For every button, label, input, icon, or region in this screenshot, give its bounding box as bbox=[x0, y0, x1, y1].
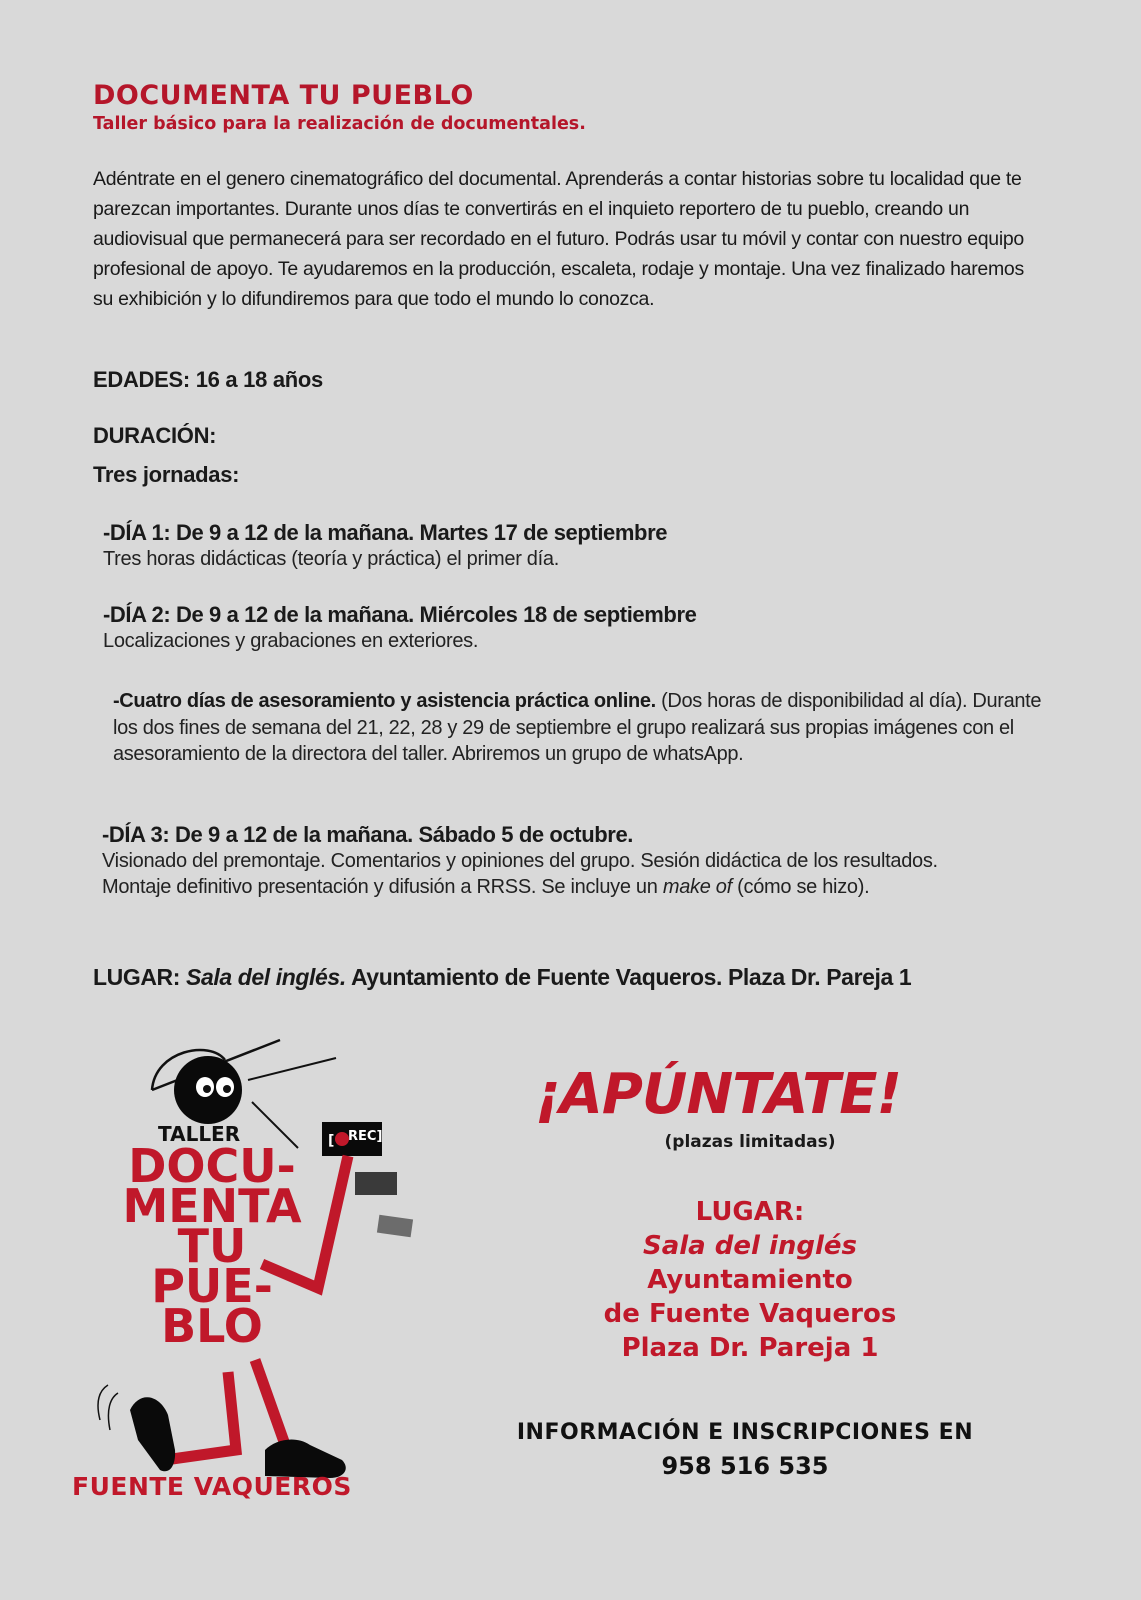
info-label: INFORMACIÓN E INSCRIPCIONES EN bbox=[516, 1420, 974, 1445]
day-1-description: Tres horas didácticas (teoría y práctica) el primer día. bbox=[103, 548, 559, 570]
day-3-description: Visionado del premontaje. Comentarios y opiniones del grupo. Sesión didáctica de los resultados. bbox=[102, 850, 938, 872]
logo-wordmark: DOCU- MENTA TU PUE- BLO bbox=[122, 1139, 302, 1353]
page-subtitle: Taller básico para la realización de documentales. bbox=[93, 114, 586, 134]
signup-headline: ¡APÚNTATE! bbox=[535, 1062, 902, 1127]
logo-town: FUENTE VAQUEROS bbox=[72, 1472, 352, 1501]
day-2-description: Localizaciones y grabaciones en exteriores. bbox=[103, 630, 479, 652]
day-2-heading: -DÍA 2: De 9 a 12 de la mañana. Miércoles 18 de septiembre bbox=[103, 602, 697, 627]
workshop-logo bbox=[60, 1020, 460, 1540]
day-1-heading: -DÍA 1: De 9 a 12 de la mañana. Martes 17 de septiembre bbox=[103, 520, 668, 545]
day-3-heading: -DÍA 3: De 9 a 12 de la mañana. Sábado 5 de octubre. bbox=[102, 822, 634, 847]
phone-number[interactable]: 958 516 535 bbox=[661, 1452, 829, 1480]
svg-text:[: [ bbox=[328, 1133, 335, 1149]
day-2 bbox=[103, 602, 696, 654]
shoe-icon bbox=[130, 1397, 175, 1471]
online-heading: -Cuatro días de asesoramiento y asistencia práctica online. bbox=[113, 690, 656, 712]
online-support bbox=[113, 688, 1043, 768]
limited-places: (plazas limitadas) bbox=[664, 1132, 836, 1152]
day-1 bbox=[103, 520, 667, 572]
intro-paragraph: Adéntrate en el genero cinematográfico del documental. Aprenderás a contar historias sobre tu localidad que te parezcan importantes. Durante unos días te convertirás en el inquieto reportero de tu pueblo, creando un audiovisual que permanecerá para ser recordado en el futuro. Podrás usar tu móvil y contar con nuestro equipo profesional de apoyo. Te ayudaremos en la producción, escaleta, rodaje y montaje. Una vez finalizado haremos su exhibición y lo difundiremos para que todo el mundo lo conozca. bbox=[93, 168, 1024, 310]
ages-label: EDADES: 16 a 18 años bbox=[93, 367, 323, 392]
rec-label: REC] bbox=[348, 1129, 383, 1144]
logo-taller: TALLER bbox=[158, 1122, 241, 1146]
cta-location: LUGAR: Sala del inglés Ayuntamiento de Fuente Vaqueros Plaza Dr. Pareja 1 bbox=[603, 1197, 897, 1363]
sessions-label: Tres jornadas: bbox=[93, 462, 240, 487]
location-room: Sala del inglés. bbox=[186, 964, 346, 990]
online-text: (Dos horas de disponibilidad al día). Durante los dos fines de semana del 21, 22, 28 y 29 de septiembre el grupo realizará sus propias imágenes con el asesoramiento de la directora del taller. Abriremos un grupo de whatsApp. bbox=[113, 690, 1042, 765]
day-3 bbox=[102, 822, 1042, 900]
location-line: LUGAR: Sala del inglés. Ayuntamiento de Fuente Vaqueros. Plaza Dr. Pareja 1 bbox=[93, 964, 912, 990]
day-3-description-2: Montaje definitivo presentación y difusión a RRSS. Se incluye un make of (cómo se hizo). bbox=[102, 876, 870, 898]
page-title: DOCUMENTA TU PUEBLO bbox=[93, 80, 474, 111]
duration-label: DURACIÓN: bbox=[93, 423, 217, 448]
